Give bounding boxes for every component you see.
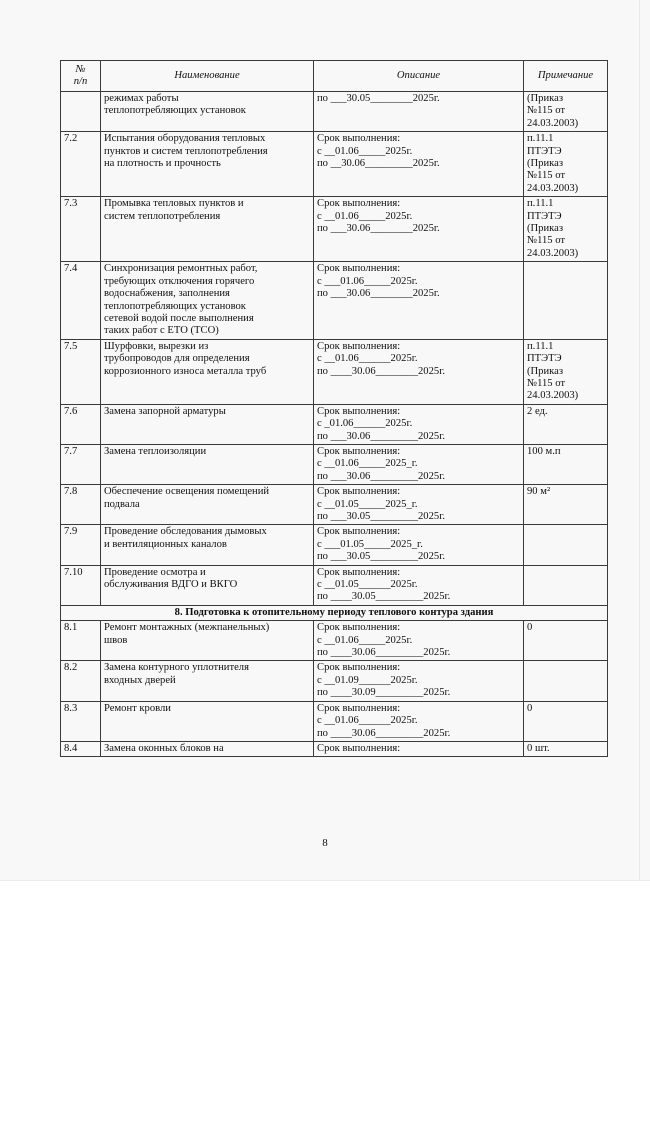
row-note [524, 565, 608, 605]
row-num: 8.2 [61, 661, 101, 701]
table-row [61, 701, 608, 741]
table-row [61, 262, 608, 339]
row-num: 8.1 [61, 621, 101, 661]
table-row [61, 404, 608, 444]
row-num: 7.10 [61, 565, 101, 605]
row-desc: Срок выполнения: с __01.06_____2025г. по __30.06_________2025г. [314, 132, 524, 197]
row-name: Синхронизация ремонтных работ, требующих отключения горячего водоснабжения, заполнения теплопотребляющих установок сетевой водой после выполнения таких работ с ЕТО (ТСО) [101, 262, 314, 339]
row-name: Обеспечение освещения помещений подвала [101, 485, 314, 525]
row-num: 7.5 [61, 339, 101, 404]
row-desc: Срок выполнения: с ___01.05_____2025_г. по ___30.05_________2025г. [314, 525, 524, 565]
row-name: Шурфовки, вырезки из трубопроводов для определения коррозионного износа металла труб [101, 339, 314, 404]
row-desc: Срок выполнения: с __01.05_____2025_г. по ___30.05_________2025г. [314, 485, 524, 525]
row-note: 90 м² [524, 485, 608, 525]
row-num: 7.2 [61, 132, 101, 197]
row-desc: Срок выполнения: с _01.06______2025г. по ___30.06_________2025г. [314, 404, 524, 444]
row-desc: Срок выполнения: с __01.05______2025г. по ____30.05_________2025г. [314, 565, 524, 605]
row-name: Промывка тепловых пунктов и систем теплопотребления [101, 197, 314, 262]
table-row [61, 621, 608, 661]
row-num: 7.9 [61, 525, 101, 565]
row-note: 100 м.п [524, 444, 608, 484]
row-name: Замена теплоизоляции [101, 444, 314, 484]
row-note: п.11.1 ПТЭТЭ (Приказ №115 от 24.03.2003) [524, 197, 608, 262]
row-note [524, 262, 608, 339]
row-note: п.11.1 ПТЭТЭ (Приказ №115 от 24.03.2003) [524, 132, 608, 197]
row-num: 7.8 [61, 485, 101, 525]
row-name: Испытания оборудования тепловых пунктов и систем теплопотребления на плотность и прочность [101, 132, 314, 197]
row-num: 8.4 [61, 741, 101, 756]
row-name: Ремонт кровли [101, 701, 314, 741]
row-num: 7.4 [61, 262, 101, 339]
row-note: п.11.1 ПТЭТЭ (Приказ №115 от 24.03.2003) [524, 339, 608, 404]
row-name: Ремонт монтажных (межпанельных) швов [101, 621, 314, 661]
row-note: 0 [524, 621, 608, 661]
row-note [524, 525, 608, 565]
row-num: 7.6 [61, 404, 101, 444]
row-desc: Срок выполнения: с __01.06______2025г. по ____30.06________2025г. [314, 339, 524, 404]
row-desc: Срок выполнения: с __01.06_____2025_г. по ___30.06_________2025г. [314, 444, 524, 484]
row-note: (Приказ №115 от 24.03.2003) [524, 92, 608, 132]
row-desc: Срок выполнения: с __01.06_____2025г. по ___30.06________2025г. [314, 197, 524, 262]
row-num: 7.7 [61, 444, 101, 484]
section-title: 8. Подготовка к отопительному периоду теплового контура здания [61, 605, 608, 620]
row-desc: Срок выполнения: с __01.06_____2025г. по ____30.06_________2025г. [314, 621, 524, 661]
row-name: Проведение осмотра и обслуживания ВДГО и ВКГО [101, 565, 314, 605]
row-name: Замена запорной арматуры [101, 404, 314, 444]
table-row [61, 444, 608, 484]
header-num: № п/п [61, 61, 101, 92]
table-row [61, 525, 608, 565]
header-note: Примечание [524, 61, 608, 92]
row-desc: по ___30.05________2025г. [314, 92, 524, 132]
table-row [61, 661, 608, 701]
table-row [61, 132, 608, 197]
row-note [524, 661, 608, 701]
header-name: Наименование [101, 61, 314, 92]
table-row [61, 92, 608, 132]
row-num [61, 92, 101, 132]
table-row [61, 565, 608, 605]
header-desc: Описание [314, 61, 524, 92]
row-note: 0 шт. [524, 741, 608, 756]
row-desc: Срок выполнения: с ___01.06_____2025г. по ___30.06________2025г. [314, 262, 524, 339]
row-desc: Срок выполнения: с __01.09______2025г. по ____30.09_________2025г. [314, 661, 524, 701]
row-desc: Срок выполнения: [314, 741, 524, 756]
page-number: 8 [322, 837, 328, 849]
row-note: 0 [524, 701, 608, 741]
works-table [60, 60, 608, 757]
row-num: 7.3 [61, 197, 101, 262]
table-row [61, 485, 608, 525]
table-row [61, 741, 608, 756]
row-name: режимах работы теплопотребляющих установок [101, 92, 314, 132]
table-header-row [61, 61, 608, 92]
section-header-row [61, 605, 608, 620]
row-desc: Срок выполнения: с __01.06______2025г. по ____30.06_________2025г. [314, 701, 524, 741]
table-row [61, 197, 608, 262]
row-name: Проведение обследования дымовых и вентиляционных каналов [101, 525, 314, 565]
row-name: Замена контурного уплотнителя входных дверей [101, 661, 314, 701]
row-note: 2 ед. [524, 404, 608, 444]
table-row [61, 339, 608, 404]
row-num: 8.3 [61, 701, 101, 741]
row-name: Замена оконных блоков на [101, 741, 314, 756]
